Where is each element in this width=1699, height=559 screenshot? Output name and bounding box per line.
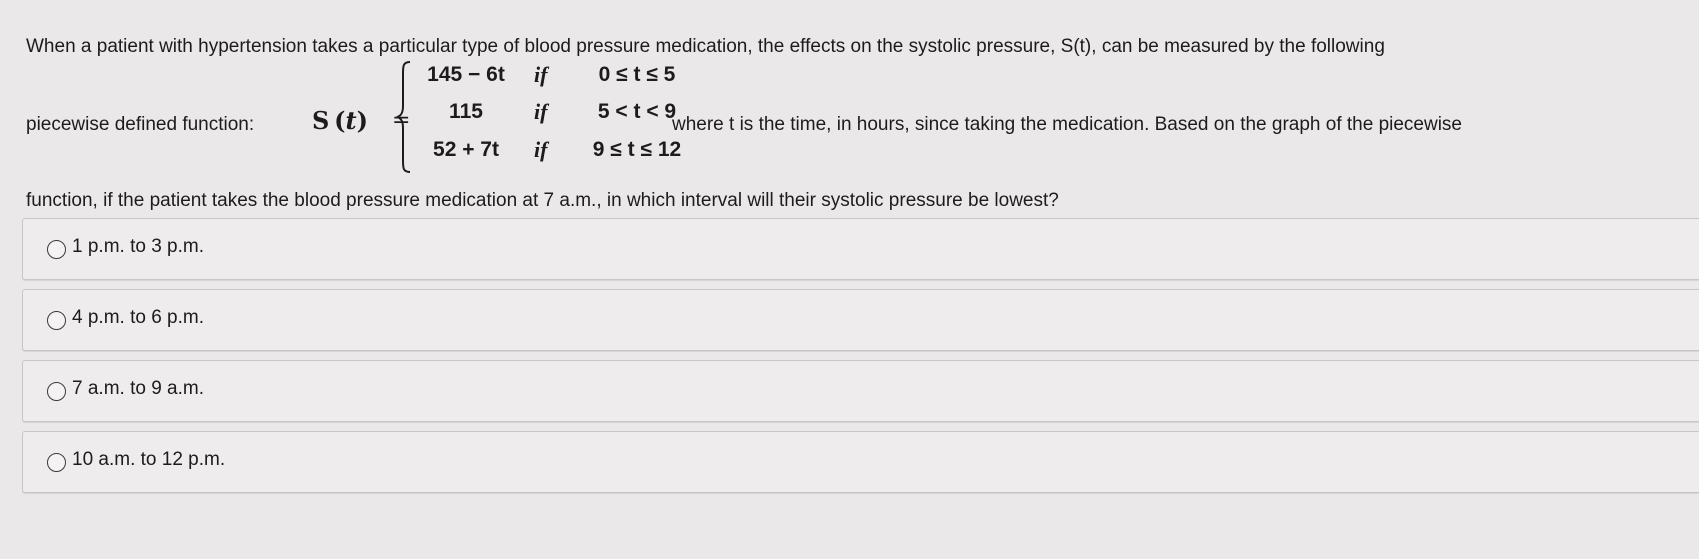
function-variable: t xyxy=(345,106,357,135)
piece-if: if xyxy=(534,137,548,162)
answer-option[interactable] xyxy=(22,289,1699,351)
piece-if: if xyxy=(534,62,548,87)
radio-button[interactable] xyxy=(47,311,66,330)
piecewise-brace xyxy=(396,60,412,174)
function-notation: S (t) xyxy=(312,106,368,135)
answer-option-label: 10 a.m. to 12 p.m. xyxy=(72,449,226,470)
answer-option[interactable] xyxy=(22,360,1699,422)
answer-option-label: 1 p.m. to 3 p.m. xyxy=(72,236,204,257)
question-line-3: function, if the patient takes the blood pressure medication at 7 a.m., in which interval will their systolic pressure be lowest? xyxy=(26,190,1059,211)
answer-option-label: 4 p.m. to 6 p.m. xyxy=(72,307,204,328)
question-line-1: When a patient with hypertension takes a particular type of blood pressure medication, the effects on the systolic pressure, S(t), can be measured by the following xyxy=(26,36,1385,57)
radio-button[interactable] xyxy=(47,240,66,259)
question-intro: piecewise defined function: xyxy=(26,114,255,135)
piece-if: if xyxy=(534,99,548,124)
piece-condition: 5 < t < 9 xyxy=(597,100,677,123)
piece-condition: 0 ≤ t ≤ 5 xyxy=(598,63,676,86)
radio-button[interactable] xyxy=(47,382,66,401)
radio-button[interactable] xyxy=(47,453,66,472)
question-tail: where t is the time, in hours, since taking the medication. Based on the graph of the piecewise xyxy=(672,114,1463,135)
piece-expression: 115 xyxy=(449,100,483,123)
piece-expression: 52 + 7t xyxy=(433,138,499,161)
equals-sign: = xyxy=(392,108,411,133)
answer-option[interactable] xyxy=(22,431,1699,493)
piece-condition: 9 ≤ t ≤ 12 xyxy=(592,138,682,161)
answer-option[interactable] xyxy=(22,218,1699,280)
function-name: S xyxy=(312,106,330,135)
answer-option-label: 7 a.m. to 9 a.m. xyxy=(72,378,204,399)
piece-expression: 145 − 6t xyxy=(427,63,505,86)
